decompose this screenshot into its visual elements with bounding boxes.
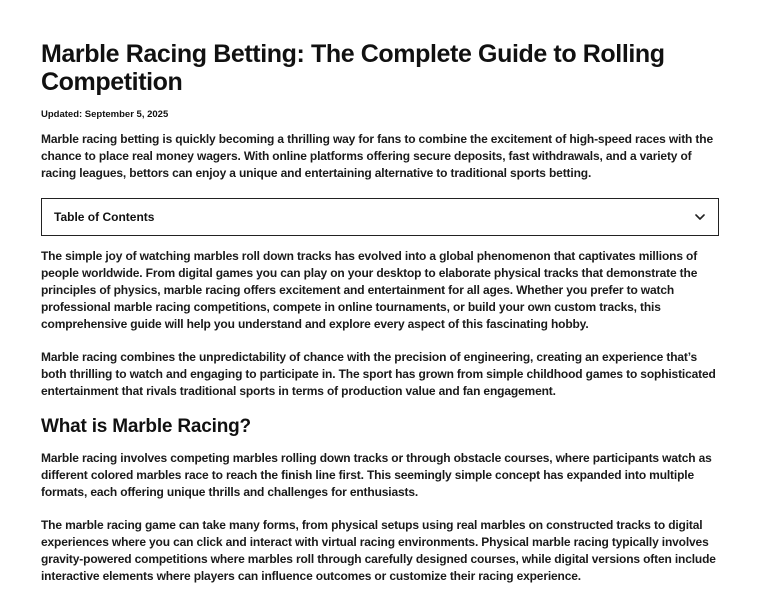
toc-label: Table of Contents bbox=[54, 210, 155, 224]
chevron-down-icon bbox=[694, 211, 706, 223]
article bbox=[41, 40, 719, 585]
page-title: Marble Racing Betting: The Complete Guide to Rolling Competition bbox=[41, 40, 665, 96]
section-heading: What is Marble Racing? bbox=[41, 416, 251, 437]
section-paragraph: Marble racing involves competing marbles rolling down tracks or through obstacle courses, where participants watch as different colored marbles race to reach the finish line first. This seemingly simple concept has expanded into multiple formats, each offering unique thrills and challenges for enthusiasts. bbox=[41, 451, 712, 499]
body-paragraph: Marble racing combines the unpredictability of chance with the precision of engineering, creating an experience that’s both thrilling to watch and engaging to participate in. The sport has grown from simple childhood games to sophisticated entertainment that rivals traditional sports in terms of production value and fan engagement. bbox=[41, 350, 716, 398]
table-of-contents-toggle[interactable] bbox=[41, 198, 719, 236]
section-paragraph: The marble racing game can take many forms, from physical setups using real marbles on constructed tracks to digital experiences where you can click and interact with virtual racing environments. Physical marble racing typically involves gravity-powered competitions where marbles roll through carefully designed courses, while digital versions often include interactive elements where players can influence outcomes or customize their racing experience. bbox=[41, 518, 716, 583]
body-paragraph: The simple joy of watching marbles roll down tracks has evolved into a global phenomenon that captivates millions of people worldwide. From digital games you can play on your desktop to elaborate physical tracks that demonstrate the principles of physics, marble racing offers excitement and entertainment for all ages. Whether you prefer to watch professional marble racing competitions, compete in online tournaments, or build your own custom tracks, this comprehensive guide will help you understand and explore every aspect of this fascinating hobby. bbox=[41, 249, 698, 331]
updated-date: Updated: September 5, 2025 bbox=[41, 109, 169, 120]
intro-paragraph: Marble racing betting is quickly becoming a thrilling way for fans to combine the excitement of high-speed races with the chance to place real money wagers. With online platforms offering secure deposits, fast withdrawals, and a variety of racing leagues, bettors can enjoy a unique and entertaining alternative to traditional sports betting. bbox=[41, 132, 713, 180]
